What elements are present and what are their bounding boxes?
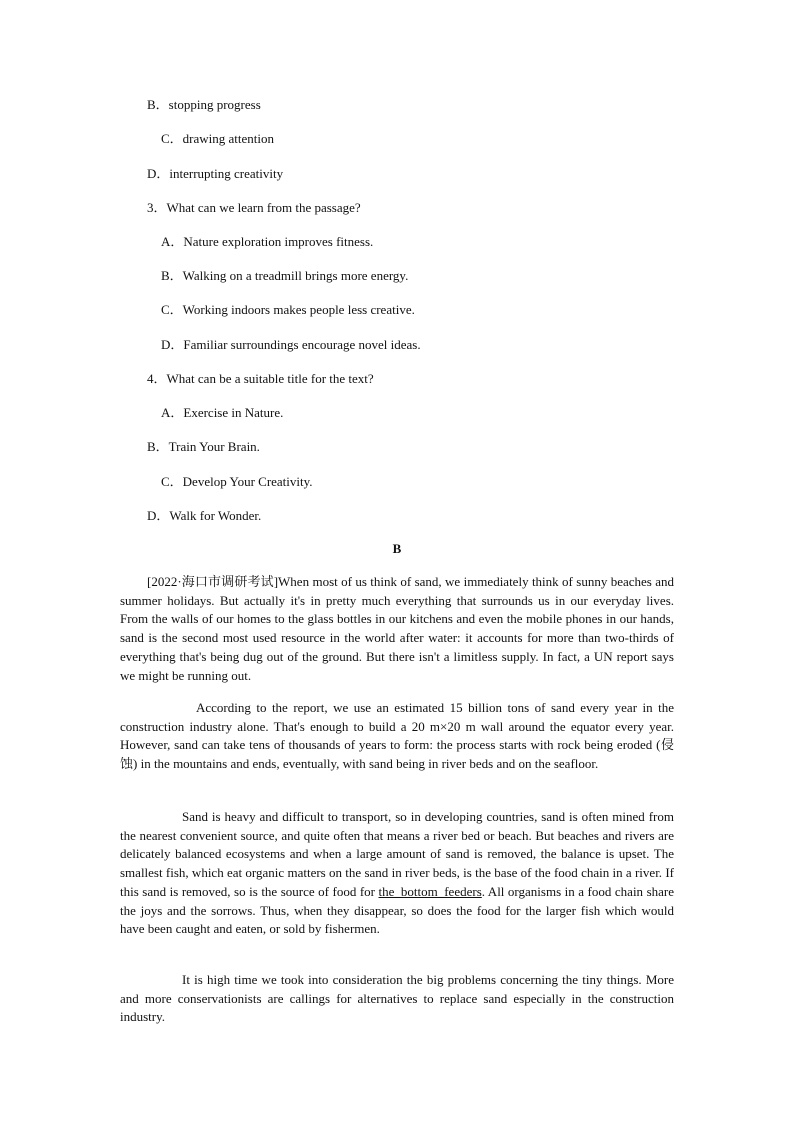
paragraph-4: It is high time we took into consideration the big problems concerning the tiny things. More and more conservationists are callings for alternatives to replace sand especially in the construction industry. [120,972,674,1025]
q4-option-b: B．Train Your Brain. [147,439,260,454]
section-title: B [392,541,402,556]
q3-option-d: D．Familiar surroundings encourage novel ideas. [161,337,421,352]
q4-option-a: A．Exercise in Nature. [161,405,284,420]
q3-option-c: C．Working indoors makes people less creative. [161,302,415,317]
q4-option-c: C．Develop Your Creativity. [161,474,313,489]
paragraph-1: [2022·海口市调研考试]When most of us think of sand, we immediately think of sunny beaches and summer holidays. But actually it's in pretty much everything that surrounds us in our everyday lives. From the walls of our homes to the glass bottles in our kitchens and even the mobile phones in our hands, sand is the second most used resource in the world after water: it accounts for more than two-thirds of everything that's being dug out of the ground. But there isn't a limitless supply. In fact, a UN report says we might be running out. [120,574,674,683]
q3-stem: 3．What can we learn from the passage? [147,200,361,215]
q3-option-a: A．Nature exploration improves fitness. [161,234,374,249]
underlined-phrase: the_bottom_feeders [378,883,482,899]
q2-option-b: B．stopping progress [147,97,261,112]
q2-option-d: D．interrupting creativity [147,166,284,181]
q4-option-d: D．Walk for Wonder. [147,508,262,523]
q2-option-c: C．drawing attention [161,131,275,146]
q4-stem: 4．What can be a suitable title for the text? [147,371,374,386]
paragraph-2: According to the report, we use an estimated 15 billion tons of sand every year in the construction industry alone. That's enough to build a 20 m×20 m wall around the equator every year. However, sand can take tens of thousands of years to form: the process starts with rock being eroded (侵蚀) in the mountains and ends, eventually, with sand being in river beds and on the seafloor. [120,700,674,772]
paragraph-3-text-after: . All organisms in a food chain share the joys and the sorrows. Thus, when they disappear, so does the food for the larger fish which would have been caught and eaten, or sold by fishermen. [120,883,674,937]
paragraph-3 [120,808,674,939]
paragraph-3-text-before: Sand is heavy and difficult to transport, so in developing countries, sand is often mined from the nearest convenient source, and quite often that means a river bed or beach. But beaches and rivers are delicately balanced ecosystems and when a large amount of sand is removed, the balance is upset. The smallest fish, which eat organic matters on the sand in river beds, is the base of the food chain in a river. If this sand is removed, so is the source of food for [120,809,674,899]
q3-option-b: B．Walking on a treadmill brings more energy. [161,268,409,283]
